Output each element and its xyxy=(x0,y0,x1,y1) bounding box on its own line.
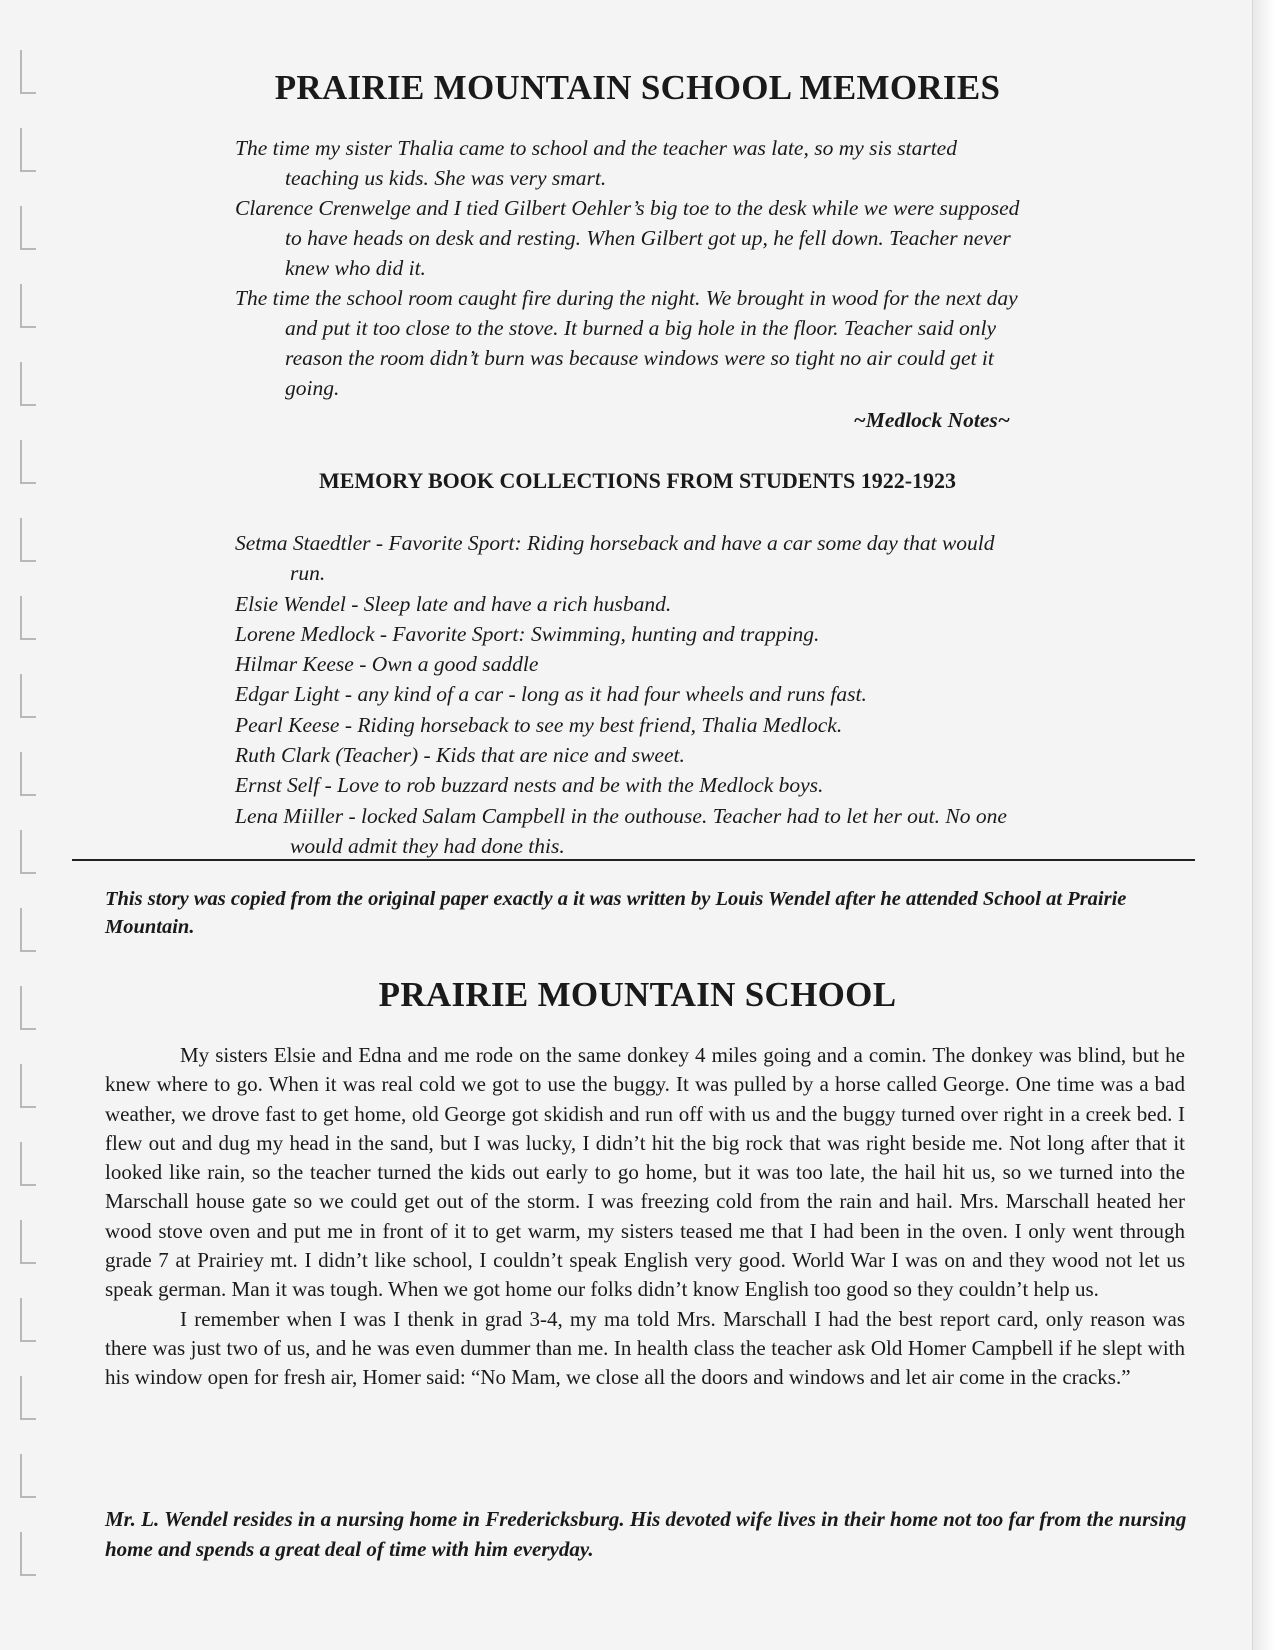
student-entry: Lena Miiller - locked Salam Campbell in the outhouse. Teacher had to let her out. No one would admit they had done this. xyxy=(235,803,1007,858)
student-collections-list xyxy=(235,528,1035,861)
closing-note: Mr. L. Wendel resides in a nursing home in Fredericksburg. His devoted wife lives in their home not too far from the nursing home and spends a great deal of time with him everyday. xyxy=(105,1507,1187,1561)
binding-hook xyxy=(20,1376,36,1420)
story-paragraph: My sisters Elsie and Edna and me rode on the same donkey 4 miles going and a comin. The donkey was blind, but he knew where to go. When it was real cold we got to use the buggy. It was pulled by a horse called George. One time was a bad weather, we drove fast to get home, old George got skidish and run off with us and the buggy turned over right in a creek bed. I flew out and dug my head in the sand, but I was lucky, I didn’t hit the big rock that was right beside me. Not long after that it looked like rain, so the teacher turned the kids out early to go home, but it was too late, the hail hit us, so we turned into the Marschall house gate so we could get out of the storm. I was freezing cold from the rain and hail. Mrs. Marschall heated her wood stove oven and put me in front of it to get warm, my sisters teased me that I had been in the oven. I only went through grade 7 at Prairiey mt. I didn’t like school, I couldn’t speak English very good. World War I was on and they wood not let us speak german. Man it was tough. When we got home our folks didn’t know English too good so they couldn’t help us. xyxy=(105,1043,1185,1302)
memories-list xyxy=(235,133,1035,403)
binding-hook xyxy=(20,518,36,562)
binding-hook xyxy=(20,284,36,328)
binding-hook xyxy=(20,830,36,874)
memory-item: The time my sister Thalia came to school and the teacher was late, so my sis started teaching us kids. She was very smart. xyxy=(235,136,957,190)
memory-item: Clarence Crenwelge and I tied Gilbert Oehler’s big toe to the desk while we were supposed to have heads on desk and resting. When Gilbert got up, he fell down. Teacher never knew who did it. xyxy=(235,196,1020,280)
student-entry: Elsie Wendel - Sleep late and have a rich husband. xyxy=(235,591,672,616)
story-source-note: This story was copied from the original paper exactly a it was written by Louis Wendel after he attended School at Prairie Mountain. xyxy=(105,888,1127,938)
binding-hook xyxy=(20,1298,36,1342)
student-entry: Lorene Medlock - Favorite Sport: Swimming, hunting and trapping. xyxy=(235,621,820,646)
story-title: PRAIRIE MOUNTAIN SCHOOL xyxy=(378,975,897,1014)
story-body xyxy=(105,1041,1185,1393)
binding-hook xyxy=(20,362,36,406)
collections-heading: MEMORY BOOK COLLECTIONS FROM STUDENTS 1922-1923 xyxy=(318,468,957,493)
binding-hook xyxy=(20,752,36,796)
memory-item: The time the school room caught fire during the night. We brought in wood for the next day and put it too close to the stove. It burned a big hole in the floor. Teacher said only reason the room didn’t burn was because windows were so tight no air could get it going. xyxy=(235,286,1018,400)
binding-hook xyxy=(20,1142,36,1186)
binding-hook xyxy=(20,1454,36,1498)
student-entry: Pearl Keese - Riding horseback to see my best friend, Thalia Medlock. xyxy=(235,712,843,737)
binding-hook xyxy=(20,908,36,952)
page-title: PRAIRIE MOUNTAIN SCHOOL MEMORIES xyxy=(274,68,1001,107)
binding-hook xyxy=(20,596,36,640)
binding-hook xyxy=(20,1532,36,1576)
binding-hook xyxy=(20,128,36,172)
spiral-binding-marks xyxy=(20,40,50,1640)
binding-hook xyxy=(20,674,36,718)
page-edge xyxy=(1252,0,1275,1650)
binding-hook xyxy=(20,1220,36,1264)
student-entry: Hilmar Keese - Own a good saddle xyxy=(235,652,539,677)
binding-hook xyxy=(20,1064,36,1108)
student-entry: Edgar Light - any kind of a car - long as it had four wheels and runs fast. xyxy=(235,682,867,707)
binding-hook xyxy=(20,206,36,250)
section-divider xyxy=(72,859,1195,861)
story-paragraph: I remember when I was I thenk in grad 3-4, my ma told Mrs. Marschall I had the best report card, only reason was there was just two of us, and he was even dummer than me. In health class the teacher ask Old Homer Campbell if he slept with his window open for fresh air, Homer said: “No Mam, we close all the doors and windows and let air come in the cracks.” xyxy=(105,1306,1185,1390)
student-entry: Ruth Clark (Teacher) - Kids that are nice and sweet. xyxy=(235,743,685,768)
student-entry: Ernst Self - Love to rob buzzard nests and be with the Medlock boys. xyxy=(235,773,824,798)
student-entry: Setma Staedtler - Favorite Sport: Riding horseback and have a car some day that would run. xyxy=(235,531,995,586)
memories-signoff: ~Medlock Notes~ xyxy=(853,408,1010,432)
